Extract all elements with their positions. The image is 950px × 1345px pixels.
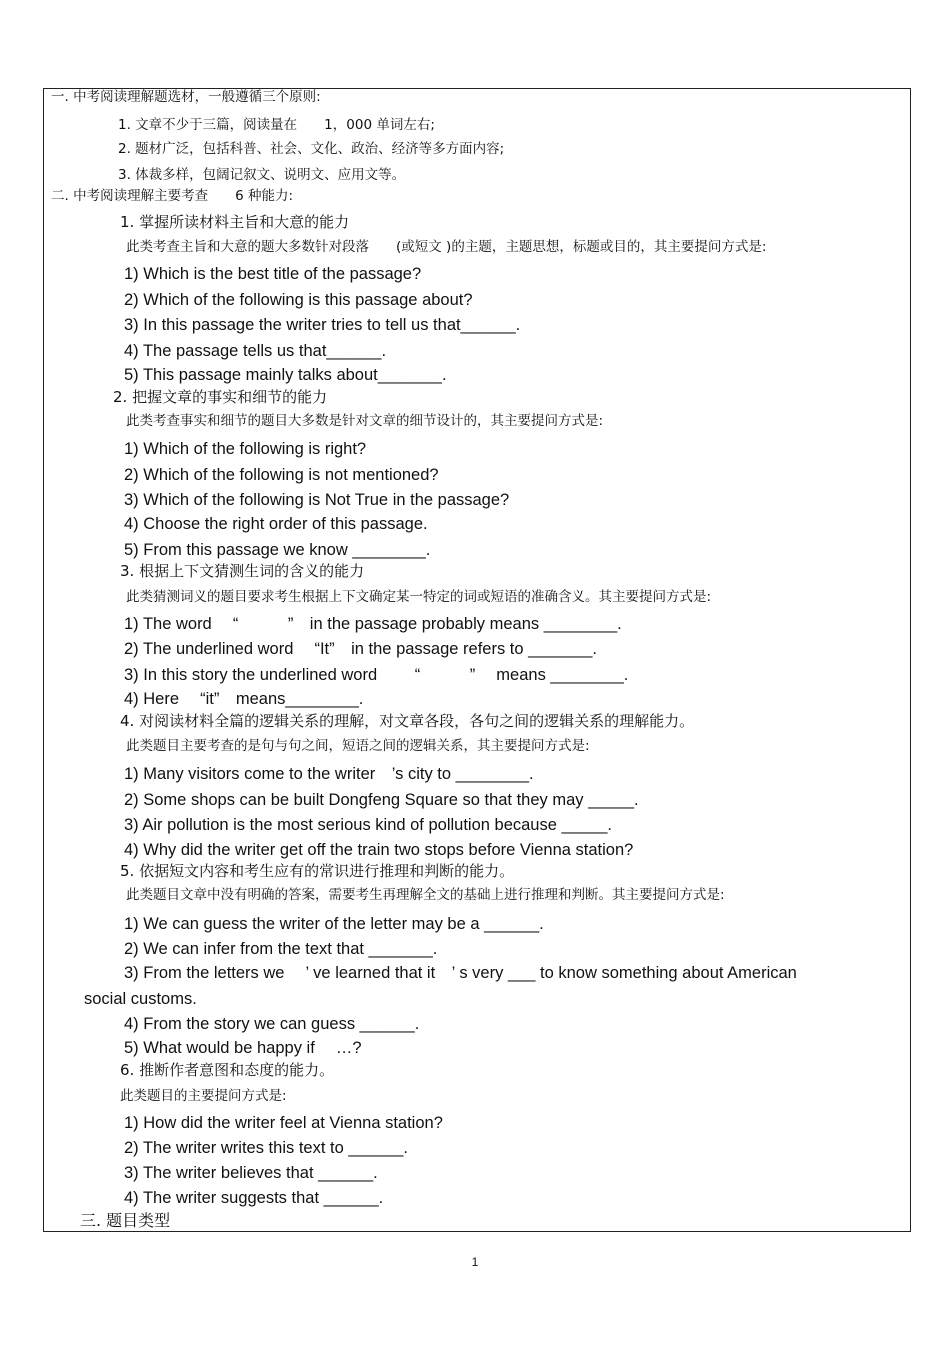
question-item: 3) From the letters we ’ ve learned that it ’ s very ___ to know something about American xyxy=(124,964,797,982)
section1-item: 2. 题材广泛，包括科普、社会、文化、政治、经济等多方面内容; xyxy=(118,141,505,157)
ability-desc: 此类题目主要考查的是句与句之间，短语之间的逻辑关系，其主要提问方式是: xyxy=(126,738,590,754)
ability-desc: 此类题目的主要提问方式是: xyxy=(120,1088,287,1104)
question-item: 5) From this passage we know ________. xyxy=(124,541,431,559)
ability-desc: 此类考查事实和细节的题目大多数是针对文章的细节设计的，其主要提问方式是: xyxy=(126,413,604,429)
ability-title: 5. 依据短文内容和考生应有的常识进行推理和判断的能力。 xyxy=(120,862,515,880)
question-item: 1) The word “ ” in the passage probably means ________. xyxy=(124,615,622,633)
ability-title: 4. 对阅读材料全篇的逻辑关系的理解，对文章各段，各句之间的逻辑关系的理解能力。 xyxy=(120,712,695,730)
question-item: 4) From the story we can guess ______. xyxy=(124,1015,420,1033)
question-item: 2) The writer writes this text to ______. xyxy=(124,1139,408,1157)
question-item: 3) In this passage the writer tries to tell us that______. xyxy=(124,316,521,334)
question-item: 2) Which of the following is this passage about? xyxy=(124,291,473,309)
question-item: 4) Choose the right order of this passage. xyxy=(124,515,428,533)
question-item: 2) The underlined word “It” in the passage refers to _______. xyxy=(124,640,597,658)
question-item: 4) Here “it” means________. xyxy=(124,690,364,708)
question-item: 1) Many visitors come to the writer ’s city to ________. xyxy=(124,765,534,783)
question-item: 3) The writer believes that ______. xyxy=(124,1164,378,1182)
question-item: 4) Why did the writer get off the train two stops before Vienna station? xyxy=(124,841,634,859)
question-item: 5) This passage mainly talks about_______. xyxy=(124,366,447,384)
question-item: 3) Air pollution is the most serious kind of pollution because _____. xyxy=(124,816,612,834)
question-item: 1) Which is the best title of the passage? xyxy=(124,265,422,283)
section1-heading: 一. 中考阅读理解题选材，一般遵循三个原则: xyxy=(51,89,321,105)
question-item: 3) Which of the following is Not True in the passage? xyxy=(124,491,510,509)
ability-title: 3. 根据上下文猜测生词的含义的能力 xyxy=(120,562,365,580)
question-item: 1) Which of the following is right? xyxy=(124,440,367,458)
ability-title: 1. 掌握所读材料主旨和大意的能力 xyxy=(120,213,350,231)
ability-desc: 此类猜测词义的题目要求考生根据上下文确定某一特定的词或短语的准确含义。其主要提问方式是: xyxy=(126,589,712,605)
ability-desc: 此类考查主旨和大意的题大多数针对段落 (或短文 )的主题，主题思想，标题或目的，其主要提问方式是: xyxy=(126,239,767,255)
question-item: 4) The passage tells us that______. xyxy=(124,342,387,360)
question-item: 2) Some shops can be built Dongfeng Square so that they may _____. xyxy=(124,791,639,809)
section1-item: 1. 文章不少于三篇，阅读量在 1，000 单词左右; xyxy=(118,117,435,133)
page-number: 1 xyxy=(471,1255,479,1269)
question-item-continued: social customs. xyxy=(84,990,197,1008)
question-item: 1) We can guess the writer of the letter may be a ______. xyxy=(124,915,544,933)
section1-item: 3. 体裁多样，包阔记叙文、说明文、应用文等。 xyxy=(118,167,406,183)
ability-title: 6. 推断作者意图和态度的能力。 xyxy=(120,1061,335,1079)
section2-heading: 二. 中考阅读理解主要考查 6 种能力: xyxy=(51,188,294,204)
ability-title: 2. 把握文章的事实和细节的能力 xyxy=(113,388,328,406)
question-item: 1) How did the writer feel at Vienna station? xyxy=(124,1114,443,1132)
question-item: 3) In this story the underlined word “ ” means ________. xyxy=(124,666,629,684)
question-item: 5) What would be happy if …? xyxy=(124,1039,362,1057)
ability-desc: 此类题目文章中没有明确的答案，需要考生再理解全文的基础上进行推理和判断。其主要提问方式是: xyxy=(126,887,725,903)
question-item: 2) Which of the following is not mentioned? xyxy=(124,466,439,484)
question-item: 2) We can infer from the text that _______. xyxy=(124,940,438,958)
question-item: 4) The writer suggests that ______. xyxy=(124,1189,384,1207)
section3-heading: 三. 题目类型 xyxy=(80,1211,171,1230)
